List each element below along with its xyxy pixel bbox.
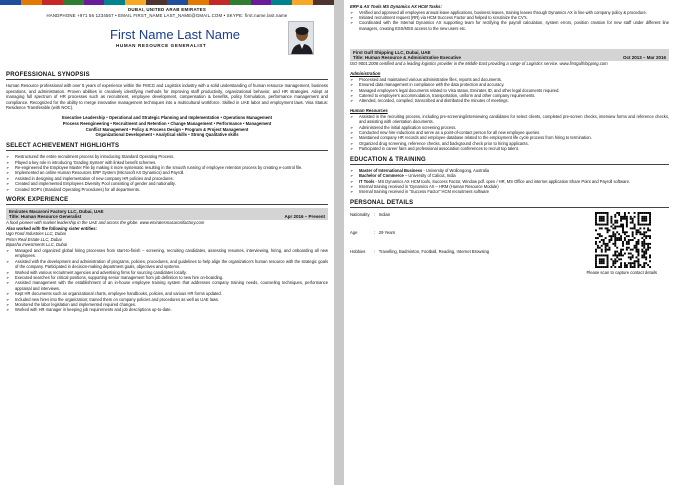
separator: : [373, 230, 375, 236]
sister-entity: Bipasha Investments LLC, Dubai [6, 242, 67, 248]
hr-duties-list [350, 114, 669, 152]
stripe-segment [230, 0, 251, 5]
list-item: ➢ Included new hires into the organization; trained them on company policies and procedures as well as UAE laws. [6, 297, 328, 302]
list-item: ➢ Assisted in designing and implementation of new company HR policies and procedures. [6, 176, 328, 181]
job-dates: Apr 2016 – Present [284, 214, 325, 219]
contact-line: HANDPHONE +971 56 1234567 • EMAIL FIRST_NAME LAST_NAME@GMAIL.COM • SKYPE: first.name.last.name [46, 13, 288, 18]
list-item: ➢ Catered to employee's accommodation, transportation, uniform and other company requirements. [350, 93, 669, 98]
education-title: Master of International Business [359, 167, 423, 173]
job-header [350, 49, 669, 61]
separator: : [373, 211, 375, 217]
stripe-segment [146, 0, 167, 5]
sister-entity: Ugo Food Industries LLC, Dubai [6, 231, 66, 237]
erp-heading: ERP & AX Tools MS Dynamics AX HCM Tasks: [350, 4, 442, 9]
list-item: ➢ Administered the initial application screening process. [350, 125, 669, 130]
list-item: ➢ Initiated recruitment request (RR) via HCM Success Factor and helped to scrutinize the CV's. [350, 15, 669, 20]
skill-line: Process Reengineering • Recruitment and Retention • Change Management • Performance • Management [62, 120, 272, 126]
stripe-segment [0, 0, 21, 5]
list-item: ➢ Monitored the labor legislation and implemented required changes. [6, 302, 328, 307]
profile-photo [288, 21, 314, 55]
personal-details-table [350, 212, 493, 268]
admin-duties-list [350, 77, 669, 104]
stripe-segment [42, 0, 63, 5]
job-description: A food pioneer with market leadership in the UAE and across the globe. www.emiratesmacaronifactory.com [6, 220, 205, 225]
education-detail: Internal training received in 'Dynamics AX – HRM (Human Resource Module) [359, 183, 499, 189]
person-photo-icon [289, 22, 314, 55]
list-item: ➢ Played a key role in introducing 'Grading System' with linked benefit schemes. [6, 160, 328, 165]
list-item: ➢ Worked with various recruitment agencies and advertising firms for sourcing candidates locally. [6, 270, 328, 275]
education-detail: – University of Calicut, India [403, 173, 456, 179]
skill-line: Organizational Development • Analytical skills • Strong Qualitative skills [95, 132, 239, 138]
list-item: ➢ Implemented an online Human Resources ERP System (Microsoft AX Dynamics) and Payroll. [6, 170, 328, 175]
stripe-segment [125, 0, 146, 5]
sister-entity: Prism Real Estate LLC, Dubai [6, 236, 62, 242]
resume-page-2 [344, 0, 675, 485]
list-item: ➢ Assisted with the development and administration of programs, policies, procedures, and guidelines to help align the organization's human resource with the strategic goals of the company. Participated in decision-making department goals, objectives and systems. [6, 259, 328, 270]
sister-entities [6, 231, 328, 248]
personal-details [350, 212, 669, 268]
stripe-segment [271, 0, 292, 5]
list-item: ➢ Managed employee's legal documents related to Visa status, Emirates ID, and other legal documents required. [350, 88, 669, 93]
section-heading-education: EDUCATION & TRAINING [350, 157, 669, 165]
name-block [6, 21, 328, 67]
list-item: ➢ Maintained company HR records and employee database related to the employment life cycle process from hiring to termination. [350, 135, 669, 140]
stripe-segment [104, 0, 125, 5]
education-detail: - University of Wollongong, Australia [422, 167, 490, 173]
list-item: ➢ Coordinated with the Internal Dynamics AX supporting team for rectifying the payroll calculation, system errors, position creation for new staff under different line managers, creating ESS/MSS access to the new users etc. [350, 20, 669, 31]
personal-detail-key: Age [350, 230, 358, 236]
education-detail: - MS Dynamics AX HCM tools, Success Factor, Window pdf. open / HR, MS Office and internet application Share Point and Payroll software. [374, 178, 631, 184]
job-role: Title: Human Resource & Administrative Executive [353, 55, 462, 61]
core-skills [6, 115, 328, 138]
job-role: Title: Human Resource Generalist [9, 214, 82, 219]
stripe-segment [313, 0, 334, 5]
personal-detail-row [350, 212, 493, 231]
qr-caption: Please scan to capture contact details [586, 269, 657, 275]
list-item: ➢ Organized drug screening, reference checks, and background check prior to hiring applicants. [350, 141, 669, 146]
stripe-segment [292, 0, 313, 5]
job-header [6, 208, 328, 220]
job-duties-list [6, 248, 328, 313]
personal-detail-key: Nationality [350, 211, 370, 217]
education-list [350, 168, 669, 195]
list-item: ➢ Worked with HR manager in keeping job requirements and job descriptions up-to-date. [6, 307, 328, 312]
skill-line: Conflict Management • Policy & Process Design • Program & Project Management [85, 126, 249, 132]
job-description: ISO 9001:2008 certified and a leading logistics provider in the Middle East providing a range of Logistics service. www.firstgulfshipping.com [350, 61, 608, 67]
list-item: ➢ Kept HR documents such as organizational charts, employee handbooks, policies, and various HR forms updated. [6, 291, 328, 296]
section-heading-profile: PROFESSIONAL SYNOPSIS [6, 72, 328, 80]
stripe-segment [251, 0, 272, 5]
section-heading-personal: PERSONAL DETAILS [350, 200, 669, 208]
list-item: ➢ Processed and maintained various administrative files, reports and documents. [350, 77, 669, 82]
candidate-title: HUMAN RESOURCE GENERALIST [116, 43, 207, 48]
sister-entities-label: Also worked with the following sister entities: [6, 225, 97, 231]
list-item: ➢ Restructured the entire recruitment process by introducing Standard Operating Process. [6, 154, 328, 159]
synopsis-text: Human Resource professional with over 5 years of experience within the FMCG and Logistics industry with a solid understanding of human resource management, business operations, and administration. Proven abilities in creatively identifying methods for improving staff productivity, organizational behavior, and HR strategies. Adept at managing full spectrum of HR processes such as recruitment, employee development, compensation & benefits, policy formulation, performance management and compliance. Recognized for the ability to merge innovative management techniques into a multicultural workforce. Skilled in UAE labor and employment laws. Visa Status: Residence Transferable (with NOC). [6, 83, 328, 111]
list-item: ➢ Attended, recorded, compiled, transcribed and distributed the minutes of meetings. [350, 98, 669, 103]
resume-page-1 [0, 0, 334, 485]
personal-detail-row [350, 230, 493, 249]
stripe-segment [21, 0, 42, 5]
list-item: ➢ Conducted new hire inductions and serve as a point-of-contact person for all new employee queries. [350, 130, 669, 135]
stripe-segment [63, 0, 84, 5]
admin-label: Administration [350, 70, 381, 76]
personal-detail-value: 29 Years [378, 230, 396, 236]
list-item: ➢ Re-engineered the Employee Master File by making it more systematic resulting in the smooth running of employee retention process by creating e-control file. [6, 165, 328, 170]
list-item: ➢ Created SOP's (Standard Operating Procedures) for all departments. [6, 187, 328, 192]
erp-tasks-list [350, 10, 669, 32]
address: DUBAI, UNITED ARAB EMIRATES [127, 7, 207, 12]
job-dates: Oct 2013 – Mar 2016 [622, 55, 666, 61]
personal-detail-value: Travelling, Badminton, Football, Reading, Internet Browsing [378, 249, 490, 255]
section-heading-achievements: SELECT ACHIEVEMENT HIGHLIGHTS [6, 143, 328, 151]
job-company: Emirates Macaroni Factory LLC, Dubai, UAE [9, 209, 104, 214]
skill-line: Executive Leadership • Operational and Strategic Planning and Implementation • Operations Management [61, 114, 273, 120]
stripe-segment [209, 0, 230, 5]
stripe-segment [84, 0, 105, 5]
education-title: IT Tools [359, 178, 375, 184]
list-item: ➢ Assisted management with the establishment of an in-house employee training system that addresses company training needs, counseling techniques, performance appraisal and interviews. [6, 280, 328, 291]
stripe-segment [167, 0, 188, 5]
personal-detail-value: Indian [378, 211, 391, 217]
section-heading-work: WORK EXPERIENCE [6, 197, 328, 205]
list-item: ➢ Participated in career fairs and professional association conferences to recruit top talent. [350, 146, 669, 151]
achievements-list [6, 154, 328, 192]
education-detail: Internal training received in "Success Factor" HCM recruitment software [359, 189, 490, 195]
personal-detail-key: Hobbies [350, 249, 366, 255]
color-stripe [0, 0, 334, 5]
list-item: ➢ Ensured data management in compliance with the data protection and accuracy. [350, 82, 669, 87]
list-item: ➢ Managed and organized global hiring processes from start-to-finish – screening, recruiting candidates, assessing resumes, interviewing, hiring, and onboarding all new employees. [6, 248, 328, 259]
list-item: ➢ Executed searches for critical positions, supporting senior management from job definition to new hire on-boarding. [6, 275, 328, 280]
separator: : [373, 249, 375, 255]
personal-detail-row [350, 249, 493, 268]
education-item [350, 189, 669, 194]
hr-label: Human Resources [350, 107, 388, 113]
job-company: First Gulf Shipping LLC, Dubai, UAE [353, 50, 431, 56]
qr-code-icon[interactable] [595, 212, 651, 268]
education-title: Bachelor of Commerce [359, 173, 404, 179]
list-item: ➢ Verified and approved all employees annual leave applications, business leaves, training leaves through Dynamics AX in line with company policy & procedure. [350, 10, 669, 15]
list-item: ➢ Created and implemented Employees Diversity Pool consisting of gender and nationality. [6, 181, 328, 186]
stripe-segment [188, 0, 209, 5]
candidate-name: First Name Last Name [110, 27, 241, 42]
list-item: ➢ Assisted in the recruiting process, including pre-screening/interviewing candidates for select clients, completed pre-screen checks, interview forms and reference checks, and assisting with orientation documents. [350, 114, 669, 125]
